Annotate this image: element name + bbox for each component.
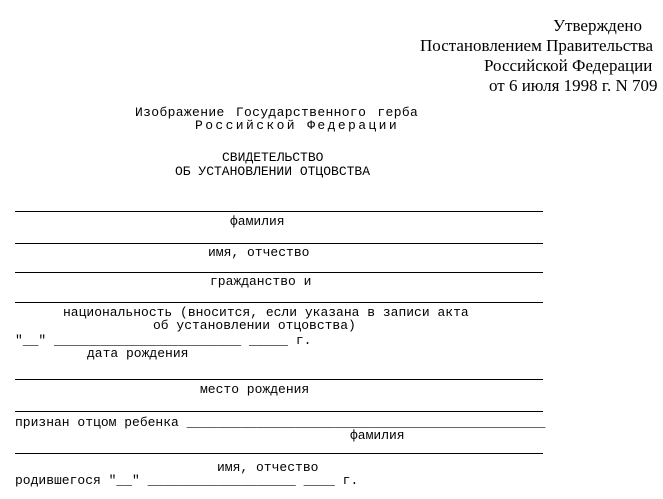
emblem-caption-line-1: Изображение Государственного герба xyxy=(135,105,419,120)
rule-surname-line xyxy=(15,211,543,212)
field-label-father-name-patronymic: имя, отчество xyxy=(217,460,319,475)
document-title-line-2: ОБ УСТАНОВЛЕНИИ ОТЦОВСТВА xyxy=(175,164,371,179)
child-birth-date-line: родившегося "__" ___________________ ____ г. xyxy=(15,473,359,488)
field-label-birth-place: место рождения xyxy=(200,382,310,397)
rule-father-name-line xyxy=(15,453,543,454)
emblem-caption-line-2: Российской Федерации xyxy=(195,118,400,133)
birth-date-blank-line: "__" ________________________ _____ г. xyxy=(15,333,312,348)
field-label-father-surname: фамилия xyxy=(350,428,405,443)
field-label-surname: фамилия xyxy=(230,214,285,229)
document-title-line-1: СВИДЕТЕЛЬСТВО xyxy=(222,150,324,165)
approval-note-line-3: Российской Федерации xyxy=(484,56,653,75)
approval-note-line-1: Утверждено xyxy=(553,16,642,35)
field-label-name-patronymic: имя, отчество xyxy=(208,245,310,260)
approval-note-line-4: от 6 июля 1998 г. N 709 xyxy=(489,76,658,95)
field-label-citizenship: гражданство и xyxy=(210,274,312,289)
rule-citizenship-line xyxy=(15,272,543,273)
field-label-birth-date: дата рождения xyxy=(87,346,189,361)
father-recognition-line: признан отцом ребенка ______________________________________________ xyxy=(15,415,546,430)
rule-name-patronymic-line xyxy=(15,243,543,244)
approval-note-line-2: Постановлением Правительства xyxy=(420,36,654,55)
rule-birthplace-line xyxy=(15,379,543,380)
field-note-nationality-line-2: об установлении отцовства) xyxy=(153,318,356,333)
field-note-nationality-line-1: национальность (вносится, если указана в записи акта xyxy=(63,305,469,320)
rule-nationality-line xyxy=(15,302,543,303)
rule-birthplace-line-2 xyxy=(15,411,543,412)
